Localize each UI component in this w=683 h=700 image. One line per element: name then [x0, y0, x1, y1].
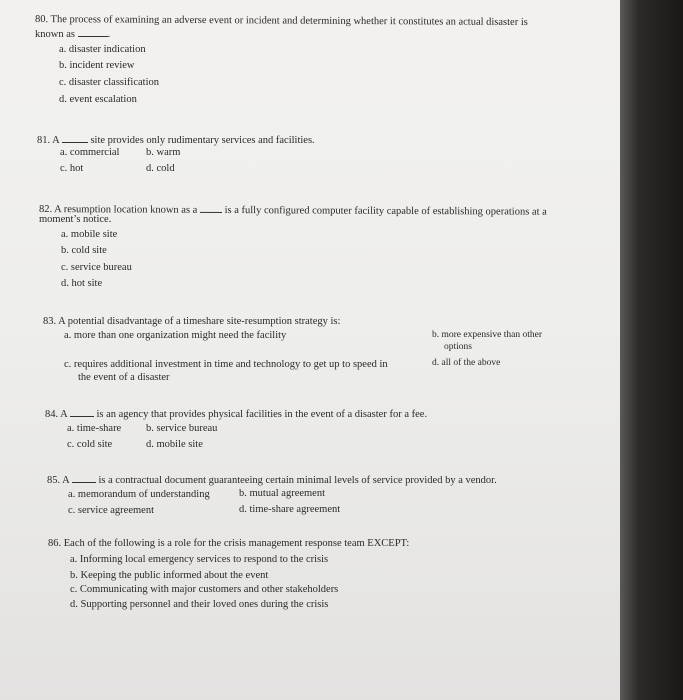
question-85-stem-rest: is a contractual document guaranteeing certain minimal levels of service provided by a vendor. — [98, 475, 497, 486]
question-83-option-b-line2: options — [444, 342, 472, 352]
answer-blank — [62, 133, 88, 143]
question-85-option-a: a. memorandum of understanding — [68, 489, 210, 500]
question-82-option-c: c. service bureau — [61, 262, 132, 273]
question-80-option-b: b. incident review — [59, 60, 135, 71]
answer-blank — [78, 27, 108, 37]
question-80-option-c: c. disaster classification — [59, 77, 160, 88]
question-85-option-b: b. mutual agreement — [239, 488, 326, 499]
question-84-option-c: c. cold site — [67, 439, 113, 450]
question-86-option-b: b. Keeping the public informed about the event — [70, 570, 269, 581]
question-81-option-c: c. hot — [60, 163, 84, 174]
question-82-stem-start: 82. A resumption location known as a — [38, 204, 198, 216]
question-85-prefix: 85. A — [47, 475, 70, 486]
question-82-option-b: b. cold site — [61, 245, 107, 256]
question-83-option-d: d. all of the above — [432, 358, 501, 368]
question-82-stem-line1 — [39, 202, 547, 219]
question-82-option-a: a. mobile site — [61, 229, 118, 240]
question-80-stem-line1: 80. The process of examining an adverse event or incident and determining whether it constitutes an actual disaster is — [34, 14, 528, 29]
question-81-option-a: a. commercial — [60, 147, 120, 158]
answer-blank — [72, 473, 96, 483]
question-84-prefix: 84. A — [45, 409, 68, 420]
question-81-stem-rest: site provides only rudimentary services and facilities. — [90, 135, 315, 146]
question-85-stem — [47, 473, 497, 487]
question-85-option-c: c. service agreement — [68, 505, 154, 516]
question-82-option-d: d. hot site — [61, 278, 103, 289]
question-83-stem: 83. A potential disadvantage of a timeshare site-resumption strategy is: — [43, 316, 341, 327]
question-86-stem: 86. Each of the following is a role for the crisis management response team EXCEPT: — [48, 538, 410, 549]
question-80-option-a: a. disaster indication — [59, 44, 146, 55]
question-81-prefix: 81. A — [37, 135, 60, 146]
question-82-stem-end: is a fully configured computer facility capable of establishing operations at a — [224, 204, 547, 218]
question-85-option-d: d. time-share agreement — [239, 504, 341, 515]
question-80-stem-end: . — [107, 29, 111, 40]
photo-edge-shadow — [620, 0, 683, 700]
question-86-option-c: c. Communicating with major customers and other stakeholders — [70, 584, 339, 595]
answer-blank — [200, 203, 222, 213]
question-81-option-b: b. warm — [146, 147, 181, 158]
question-86-option-a: a. Informing local emergency services to respond to the crisis — [70, 554, 329, 565]
question-84-option-d: d. mobile site — [146, 439, 203, 450]
question-81-stem — [37, 133, 315, 147]
answer-blank — [70, 407, 94, 417]
question-84-option-a: a. time-share — [67, 423, 122, 434]
question-84-stem-rest: is an agency that provides physical facilities in the event of a disaster for a fee. — [96, 409, 428, 420]
question-83-option-c-line2: the event of a disaster — [78, 372, 170, 383]
question-83-option-b-line1: b. more expensive than other — [432, 330, 543, 340]
question-80-stem-line2 — [35, 27, 110, 41]
question-86-option-d: d. Supporting personnel and their loved ones during the crisis — [70, 599, 329, 610]
question-82-stem-line2: moment’s notice. — [39, 214, 112, 225]
question-80-option-d: d. event escalation — [59, 94, 137, 105]
question-81-option-d: d. cold — [146, 163, 175, 174]
question-83-option-c-line1: c. requires additional investment in time and technology to get up to speed in — [64, 359, 388, 370]
question-84-stem — [45, 407, 427, 421]
question-84-option-b: b. service bureau — [146, 423, 218, 434]
question-80-stem-text: known as — [35, 29, 75, 40]
question-83-option-a: a. more than one organization might need the facility — [64, 330, 287, 341]
